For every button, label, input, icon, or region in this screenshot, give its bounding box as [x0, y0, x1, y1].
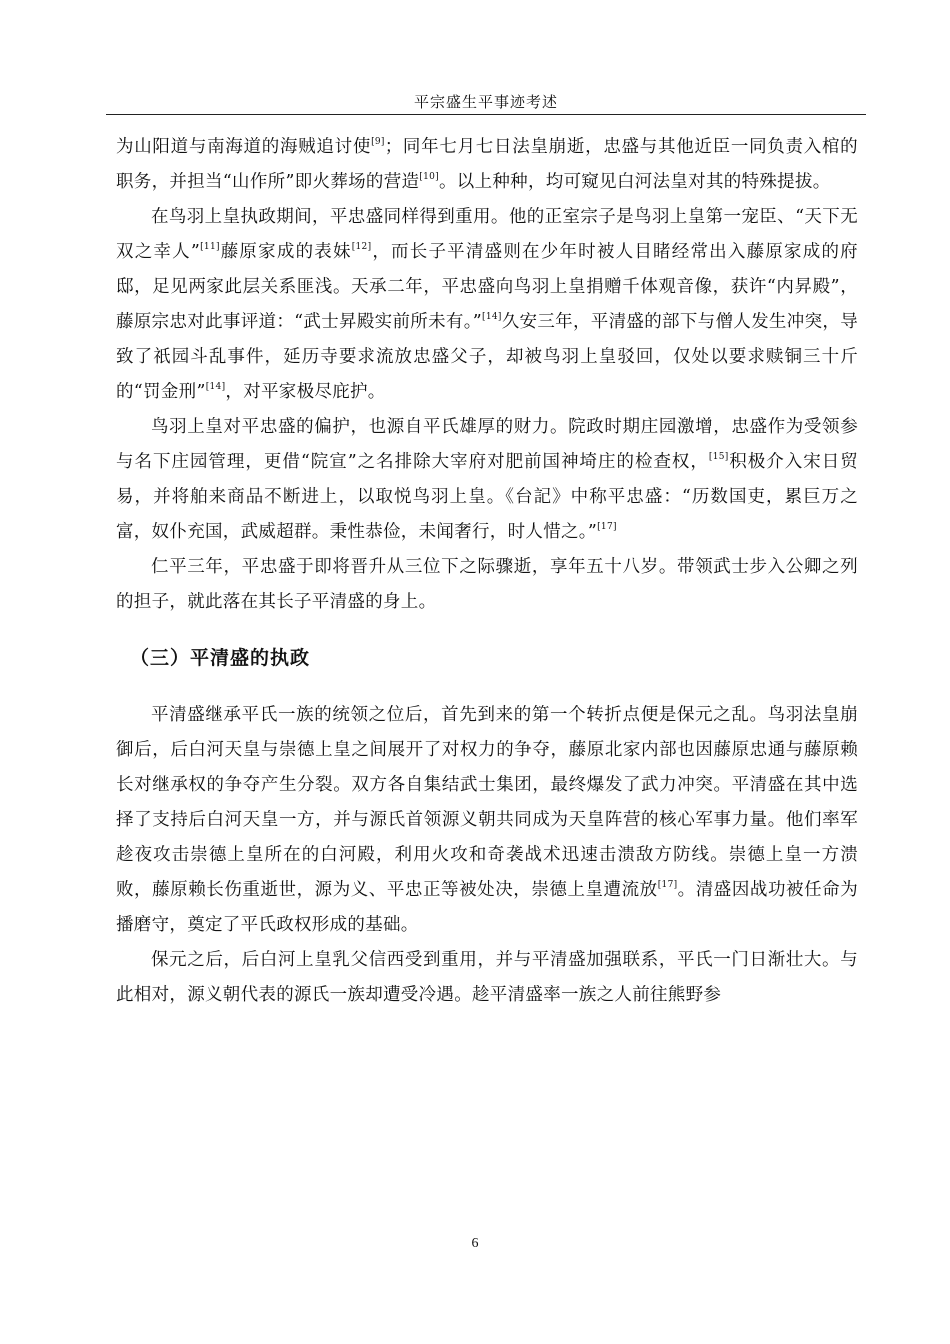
article-body: [116, 130, 858, 1013]
citation-ref: [11]: [200, 242, 220, 252]
citation-ref: [12]: [351, 242, 372, 252]
header-title: 平宗盛生平事迹考述: [413, 93, 558, 111]
citation-ref: [14]: [205, 382, 226, 392]
paragraph-2: 在鸟羽上皇执政期间，平忠盛同样得到重用。他的正室宗子是鸟羽上皇第一宠臣、“天下无双之幸人”[11]藤原家成的表妹[12]，而长子平清盛则在少年时被人目睹经常出入藤原家成的府邸，足见两家此层关系匪浅。天承二年，平忠盛向鸟羽上皇捐赠千体观音像，获许“内昇殿”，藤原宗忠对此事评道：“武士昇殿实前所未有。”[14]久安三年，平清盛的部下与僧人发生冲突，导致了祇园斗乱事件，延历寺要求流放忠盛父子，却被鸟羽上皇驳回，仅处以要求赎铜三十斤的“罚金刑”[14]，对平家极尽庇护。: [116, 207, 858, 402]
citation-ref: [9]: [371, 137, 385, 147]
section-heading: （三）平清盛的执政: [130, 647, 311, 669]
paragraph-3: 鸟羽上皇对平忠盛的偏护，也源自平氏雄厚的财力。院政时期庄园激增，忠盛作为受领参与名下庄园管理，更借“院宣”之名排除大宰府对肥前国神埼庄的检查权，[15]积极介入宋日贸易，并将舶来商品不断进上，以取悦鸟羽上皇。《台記》中称平忠盛：“历数国吏，累巨万之富，奴仆充国，武威超群。秉性恭俭，未闻奢行，时人惜之。”[17]: [116, 417, 858, 542]
paragraph-4: 仁平三年，平忠盛于即将晋升从三位下之际骤逝，享年五十八岁。带领武士步入公卿之列的担子，就此落在其长子平清盛的身上。: [116, 557, 858, 612]
citation-ref: [10]: [419, 172, 439, 182]
running-header: [106, 92, 866, 115]
paragraph-5: 平清盛继承平氏一族的统领之位后，首先到来的第一个转折点便是保元之乱。鸟羽法皇崩御后，后白河天皇与崇德上皇之间展开了对权力的争夺，藤原北家内部也因藤原忠通与藤原赖长对继承权的争夺产生分裂。双方各自集结武士集团，最终爆发了武力冲突。平清盛在其中选择了支持后白河天皇一方，并与源氏首领源义朝共同成为天皇阵营的核心军事力量。他们率军趁夜攻击崇德上皇所在的白河殿，利用火攻和奇袭战术迅速击溃敌方防线。崇德上皇一方溃败，藤原赖长伤重逝世，源为义、平忠正等被处决，崇德上皇遭流放[17]。清盛因战功被任命为播磨守，奠定了平氏政权形成的基础。: [116, 705, 858, 935]
citation-ref: [17]: [657, 880, 678, 890]
citation-ref: [15]: [708, 452, 729, 462]
page-number: 6: [471, 1236, 479, 1251]
citation-ref: [17]: [597, 522, 617, 532]
paragraph-6: 保元之后，后白河上皇乳父信西受到重用，并与平清盛加强联系，平氏一门日渐壮大。与此相对，源义朝代表的源氏一族却遭受冷遇。趁平清盛率一族之人前往熊野参: [116, 950, 858, 1005]
citation-ref: [14]: [482, 312, 502, 322]
paragraph-1: 为山阳道与南海道的海贼追讨使[9]；同年七月七日法皇崩逝，忠盛与其他近臣一同负责入棺的职务，并担当“山作所”即火葬场的营造[10]。以上种种，均可窥见白河法皇对其的特殊提拔。: [116, 137, 858, 192]
